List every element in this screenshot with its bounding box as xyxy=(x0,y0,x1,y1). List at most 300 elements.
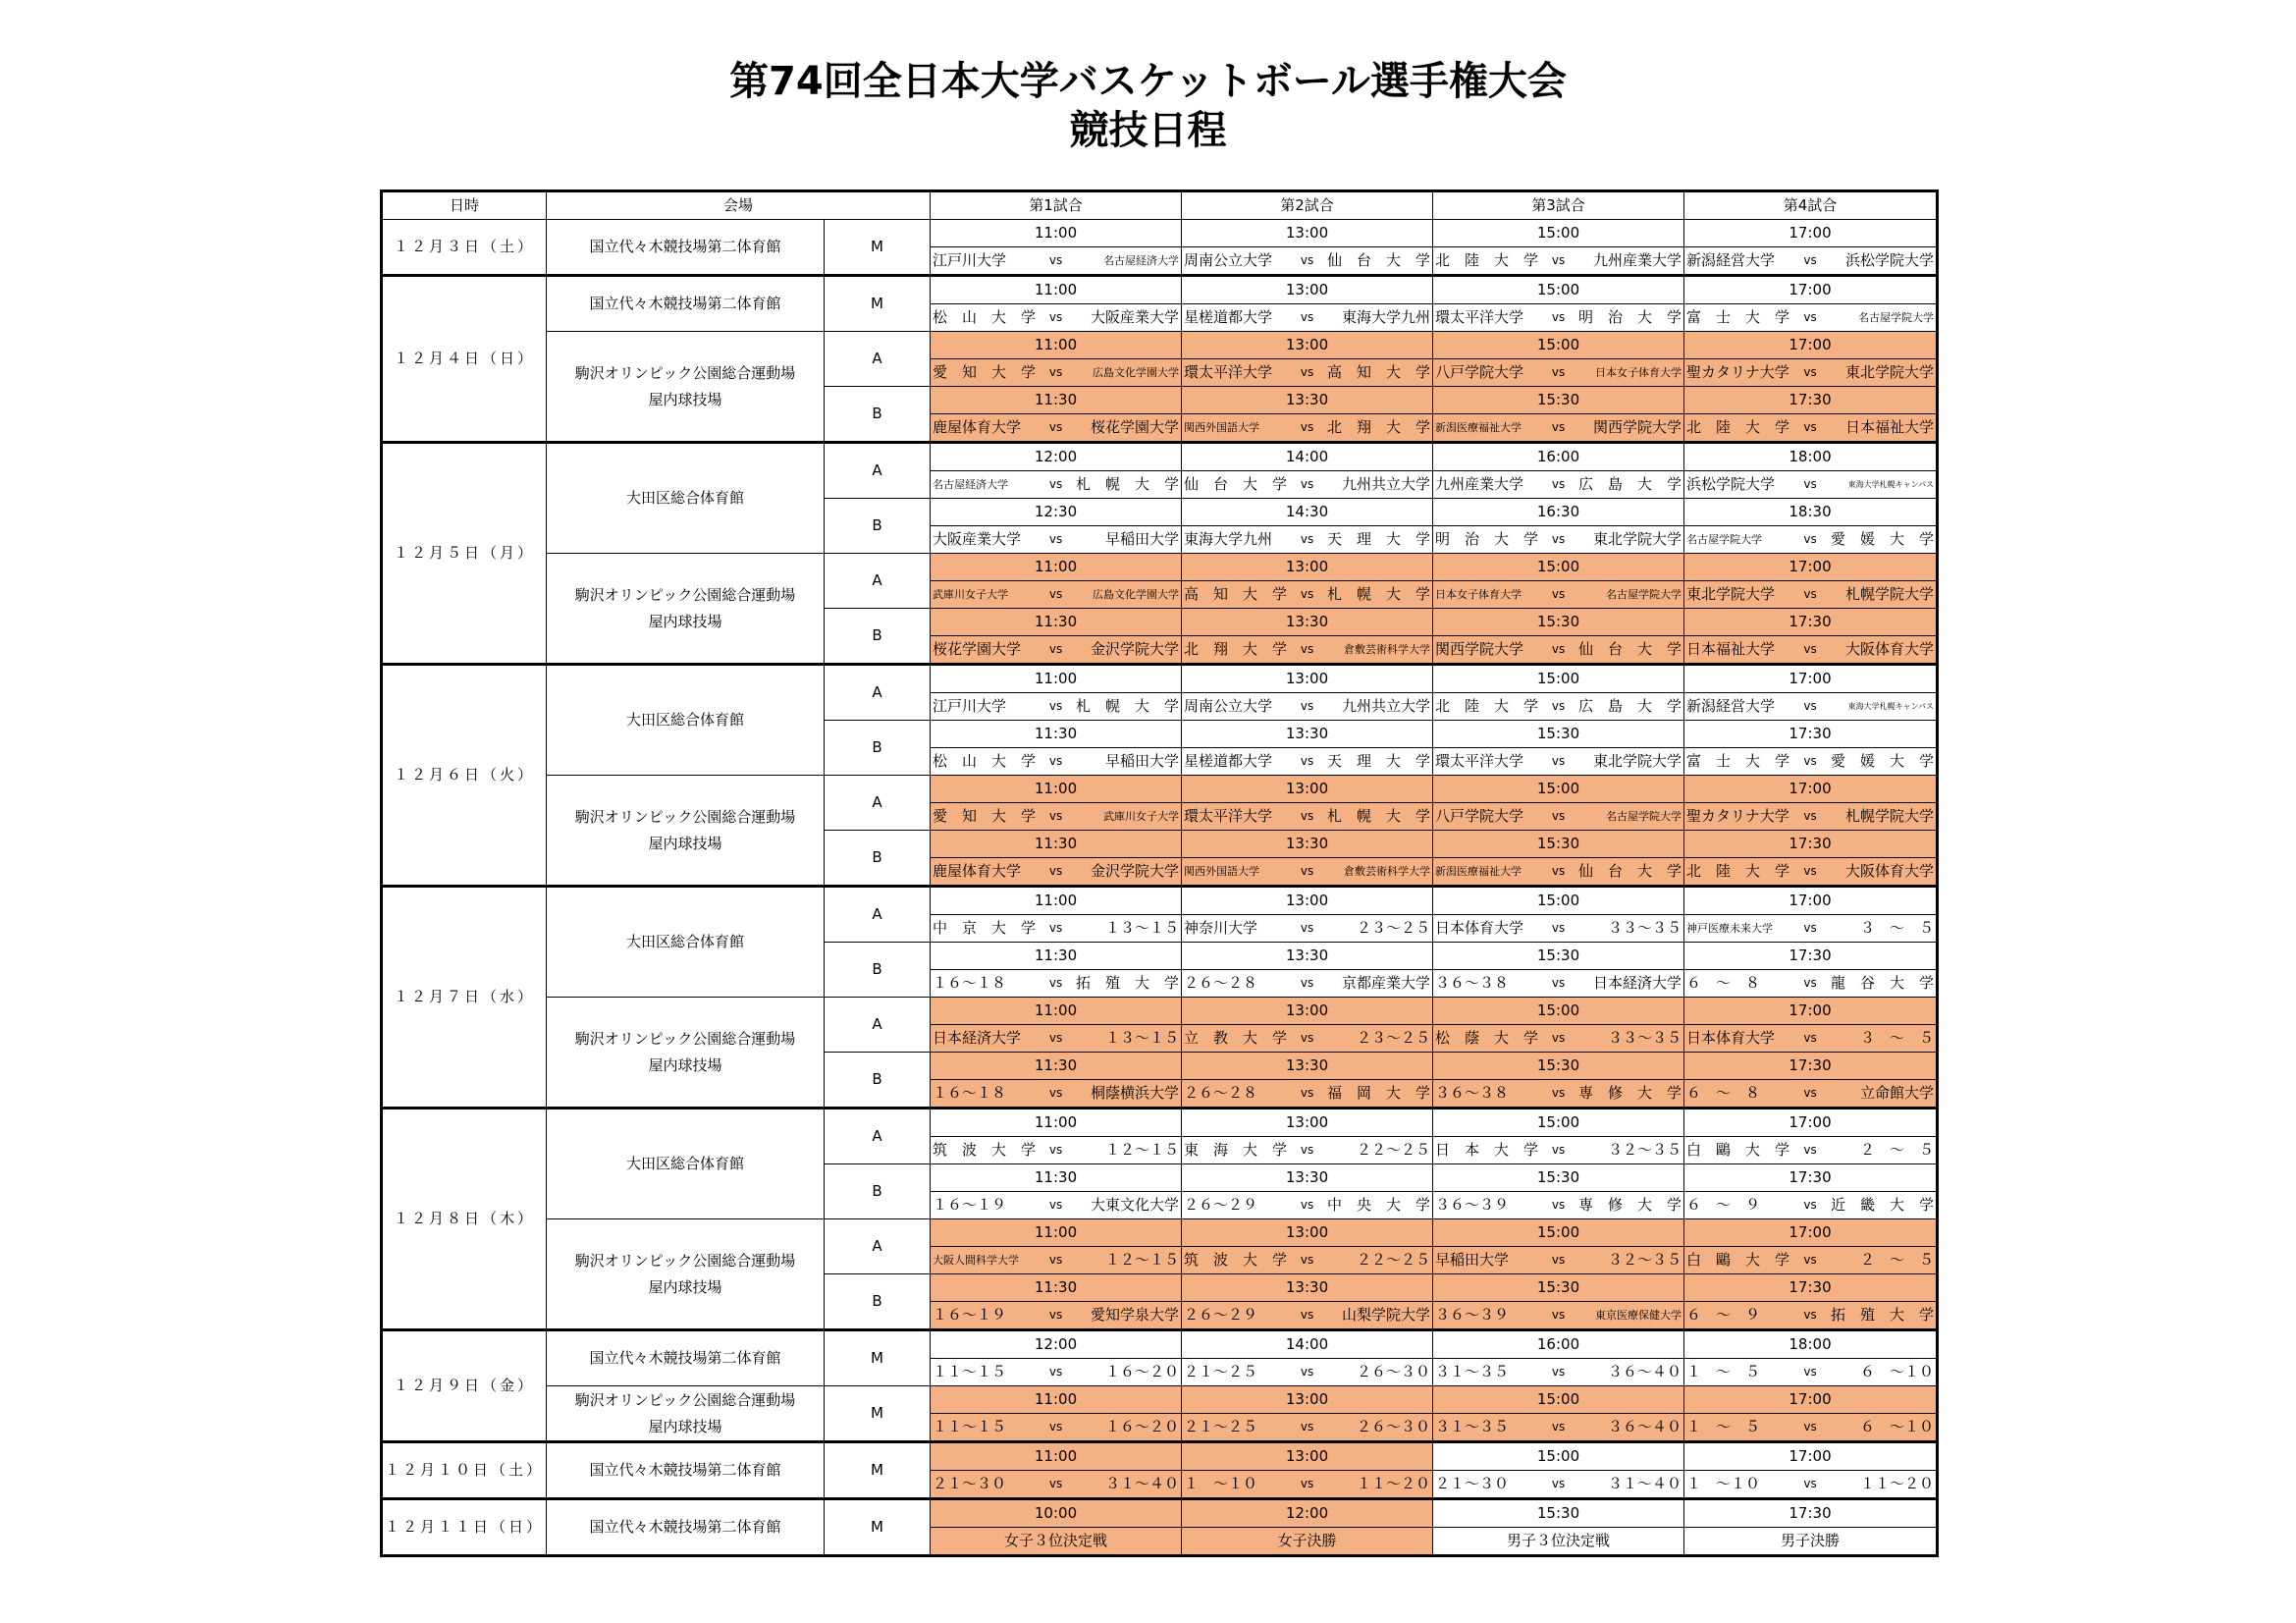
match-time: 11:00 xyxy=(931,1386,1182,1414)
matchup xyxy=(931,1528,1181,1554)
vs-label: vs xyxy=(1551,1086,1566,1100)
venue-cell xyxy=(547,1386,825,1442)
match-cell xyxy=(931,693,1182,721)
vs-label: vs xyxy=(1551,310,1566,324)
court-cell: B xyxy=(825,943,931,998)
match-time: 15:00 xyxy=(1433,1219,1684,1247)
matchup xyxy=(1433,304,1683,331)
matchup xyxy=(931,304,1181,331)
matchup xyxy=(1433,748,1683,775)
team-1: ３６～３９ xyxy=(1435,1306,1510,1324)
match-time: 12:00 xyxy=(931,1330,1182,1359)
team-1: 浜松学院大学 xyxy=(1686,475,1776,493)
match-time: 11:00 xyxy=(931,887,1182,915)
match-time: 11:30 xyxy=(931,609,1182,636)
match-time: 13:30 xyxy=(1182,943,1433,970)
match-time: 15:30 xyxy=(1433,1274,1684,1302)
matchup xyxy=(1182,636,1432,663)
match-label: 女子決勝 xyxy=(1277,1532,1337,1549)
vs-label: vs xyxy=(1048,699,1063,713)
team-2: 桜花学園大学 xyxy=(1091,418,1180,436)
match-cell xyxy=(931,359,1182,387)
match-cell xyxy=(931,1247,1182,1274)
matchup xyxy=(1684,748,1936,775)
team-2: ２ ～ ５ xyxy=(1860,1251,1935,1269)
matchup xyxy=(1433,581,1683,608)
team-2: 愛 媛 大 学 xyxy=(1831,530,1935,548)
match-cell xyxy=(1684,1025,1938,1053)
team-1: 九州産業大学 xyxy=(1435,475,1524,493)
match-time: 11:30 xyxy=(931,1053,1182,1080)
venue-subname: 屋内球技場 xyxy=(648,1417,722,1435)
vs-label: vs xyxy=(1048,809,1063,823)
match-time: 17:30 xyxy=(1684,943,1938,970)
team-2: 東海大学札幌キャンパス xyxy=(1847,480,1935,489)
venue-cell xyxy=(547,1330,825,1386)
matchup xyxy=(1182,304,1432,331)
team-2: 札幌学院大学 xyxy=(1845,585,1935,603)
match-cell xyxy=(1182,1302,1433,1330)
team-1: ２１～３０ xyxy=(933,1475,1007,1492)
match-cell xyxy=(1684,359,1938,387)
team-2: 高 知 大 学 xyxy=(1327,363,1431,381)
team-2: 札 幌 大 学 xyxy=(1327,585,1431,603)
match-time: 17:00 xyxy=(1684,1219,1938,1247)
vs-label: vs xyxy=(1048,587,1063,601)
matchup xyxy=(1684,304,1936,331)
matchup xyxy=(1182,247,1432,274)
matchup xyxy=(1182,1414,1432,1440)
vs-label: vs xyxy=(1803,1420,1817,1434)
team-1: 桜花学園大学 xyxy=(933,640,1022,658)
team-2: １１～２０ xyxy=(1860,1475,1935,1492)
matchup xyxy=(931,414,1181,441)
team-1: 名古屋経済大学 xyxy=(933,478,1009,491)
court-cell: A xyxy=(825,332,931,387)
court-cell: A xyxy=(825,665,931,721)
team-2: ２３～２５ xyxy=(1357,1029,1431,1047)
match-time: 11:00 xyxy=(931,1219,1182,1247)
court-cell: A xyxy=(825,776,931,831)
match-time: 15:30 xyxy=(1433,943,1684,970)
vs-label: vs xyxy=(1803,587,1817,601)
team-1: 明 治 大 学 xyxy=(1435,530,1539,548)
team-2: 札幌学院大学 xyxy=(1845,807,1935,825)
matchup xyxy=(931,471,1181,498)
matchup xyxy=(1684,1192,1936,1218)
time-row xyxy=(382,1109,1938,1137)
match-time: 17:30 xyxy=(1684,1053,1938,1080)
match-cell xyxy=(1182,414,1433,443)
team-1: 環太平洋大学 xyxy=(1184,363,1273,381)
venue-name: 国立代々木競技場第二体育館 xyxy=(589,1461,781,1479)
match-label: 男子決勝 xyxy=(1781,1532,1841,1549)
match-cell xyxy=(931,1414,1182,1442)
team-1: 中 京 大 学 xyxy=(933,919,1037,937)
match-cell xyxy=(1684,1302,1938,1330)
venue-cell xyxy=(547,998,825,1109)
vs-label: vs xyxy=(1551,809,1566,823)
team-2: 関西学院大学 xyxy=(1593,418,1682,436)
match-time: 17:30 xyxy=(1684,387,1938,414)
vs-label: vs xyxy=(1803,1253,1817,1267)
venue-name: 駒沢オリンピック公園総合運動場 xyxy=(574,363,796,382)
team-1: ６ ～ ８ xyxy=(1686,974,1761,992)
court-cell: A xyxy=(825,443,931,499)
date-cell: １２月８日（木） xyxy=(382,1109,547,1330)
match-time: 13:30 xyxy=(1182,1274,1433,1302)
team-1: 新潟経営大学 xyxy=(1686,697,1776,715)
vs-label: vs xyxy=(1551,1031,1566,1045)
matchup xyxy=(1433,636,1683,663)
team-2: 桐蔭横浜大学 xyxy=(1091,1084,1180,1102)
team-2: 近 畿 大 学 xyxy=(1831,1196,1935,1214)
team-2: ３ ～ ５ xyxy=(1860,919,1935,937)
match-time: 15:30 xyxy=(1433,387,1684,414)
team-2: ３６～４０ xyxy=(1608,1363,1682,1380)
time-row xyxy=(382,1499,1938,1528)
vs-label: vs xyxy=(1803,976,1817,990)
match-time: 14:30 xyxy=(1182,499,1433,526)
vs-label: vs xyxy=(1803,1477,1817,1490)
matchup xyxy=(1182,1471,1432,1497)
team-2: 広島文化学園大学 xyxy=(1093,588,1180,601)
team-2: 東京医療保健大学 xyxy=(1595,1309,1682,1322)
team-2: 天 理 大 学 xyxy=(1327,530,1431,548)
matchup xyxy=(931,247,1181,274)
court-cell: B xyxy=(825,387,931,443)
team-1: 鹿屋体育大学 xyxy=(933,862,1022,880)
match-time: 17:00 xyxy=(1684,220,1938,247)
team-2: 専 修 大 学 xyxy=(1578,1084,1682,1102)
matchup xyxy=(1684,970,1936,997)
vs-label: vs xyxy=(1300,921,1314,935)
match-time: 15:30 xyxy=(1433,1164,1684,1192)
venue-name: 大田区総合体育館 xyxy=(625,1155,744,1172)
matchup xyxy=(1684,1025,1936,1052)
team-1: 東北学院大学 xyxy=(1686,585,1776,603)
team-2: 仙 台 大 学 xyxy=(1578,862,1682,880)
team-2: ２２～２５ xyxy=(1357,1251,1431,1269)
team-2: 中 央 大 学 xyxy=(1327,1196,1431,1214)
team-1: ３６～３９ xyxy=(1435,1196,1510,1214)
match-time: 11:00 xyxy=(931,1442,1182,1471)
match-time: 11:30 xyxy=(931,1274,1182,1302)
team-2: ２ ～ ５ xyxy=(1860,1141,1935,1159)
matchup xyxy=(1433,414,1683,441)
team-2: １３～１５ xyxy=(1105,1029,1180,1047)
match-time: 11:30 xyxy=(931,721,1182,748)
match-time: 15:00 xyxy=(1433,1386,1684,1414)
match-cell xyxy=(931,1471,1182,1499)
matchup xyxy=(1684,1302,1936,1328)
vs-label: vs xyxy=(1048,1143,1063,1157)
vs-label: vs xyxy=(1551,1253,1566,1267)
vs-label: vs xyxy=(1551,420,1566,434)
vs-label: vs xyxy=(1048,310,1063,324)
vs-label: vs xyxy=(1048,1086,1063,1100)
date-cell: １２月５日（月） xyxy=(382,443,547,665)
match-time: 15:00 xyxy=(1433,554,1684,581)
header-venue: 会場 xyxy=(547,191,931,220)
venue-cell xyxy=(547,776,825,887)
team-1: 環太平洋大学 xyxy=(1184,807,1273,825)
team-1: 北 翔 大 学 xyxy=(1184,640,1288,658)
team-2: ３１～４０ xyxy=(1608,1475,1682,1492)
team-2: 明 治 大 学 xyxy=(1578,308,1682,326)
match-cell xyxy=(931,915,1182,943)
team-1: １ ～１０ xyxy=(1184,1475,1258,1492)
match-cell xyxy=(1684,1471,1938,1499)
match-time: 17:30 xyxy=(1684,609,1938,636)
vs-label: vs xyxy=(1803,864,1817,878)
team-1: 八戸学院大学 xyxy=(1435,807,1524,825)
match-time: 16:00 xyxy=(1433,1330,1684,1359)
team-2: 日本女子体育大学 xyxy=(1595,366,1682,379)
venue-cell xyxy=(547,887,825,998)
vs-label: vs xyxy=(1048,921,1063,935)
court-cell: B xyxy=(825,499,931,554)
matchup xyxy=(1433,803,1683,830)
match-time: 17:30 xyxy=(1684,1164,1938,1192)
match-time: 15:30 xyxy=(1433,1499,1684,1528)
team-1: 新潟医療福祉大学 xyxy=(1435,421,1522,434)
matchup xyxy=(1182,1080,1432,1107)
team-2: 専 修 大 学 xyxy=(1578,1196,1682,1214)
team-1: １１～１５ xyxy=(933,1363,1007,1380)
vs-label: vs xyxy=(1803,1143,1817,1157)
venue-name: 国立代々木競技場第二体育館 xyxy=(589,1349,781,1367)
match-time: 11:30 xyxy=(931,387,1182,414)
match-time: 13:00 xyxy=(1182,220,1433,247)
time-row xyxy=(382,776,1938,803)
team-1: 日 本 大 学 xyxy=(1435,1141,1539,1159)
vs-label: vs xyxy=(1048,365,1063,379)
team-1: 日本体育大学 xyxy=(1686,1029,1776,1047)
match-cell xyxy=(1182,471,1433,499)
vs-label: vs xyxy=(1300,310,1314,324)
vs-label: vs xyxy=(1803,1198,1817,1212)
court-cell: M xyxy=(825,1386,931,1442)
vs-label: vs xyxy=(1803,642,1817,656)
team-2: ２２～２５ xyxy=(1357,1141,1431,1159)
matchup xyxy=(931,1247,1181,1273)
matchup xyxy=(1684,1137,1936,1163)
team-1: 白 鷗 大 学 xyxy=(1686,1141,1790,1159)
vs-label: vs xyxy=(1551,532,1566,546)
match-cell xyxy=(1182,1528,1433,1556)
team-2: ２６～３０ xyxy=(1357,1418,1431,1435)
match-time: 11:00 xyxy=(931,332,1182,359)
matchup xyxy=(931,858,1181,885)
time-row xyxy=(382,665,1938,693)
venue-cell xyxy=(547,1499,825,1556)
vs-label: vs xyxy=(1551,642,1566,656)
team-2: １２～１５ xyxy=(1105,1251,1180,1269)
team-2: 名古屋学院大学 xyxy=(1858,311,1935,324)
match-cell xyxy=(1433,693,1684,721)
team-1: 日本体育大学 xyxy=(1435,919,1524,937)
team-1: 江戸川大学 xyxy=(933,697,1007,715)
match-cell xyxy=(1684,858,1938,887)
vs-label: vs xyxy=(1551,1308,1566,1322)
vs-label: vs xyxy=(1803,532,1817,546)
vs-label: vs xyxy=(1300,1477,1314,1490)
match-cell xyxy=(1182,1025,1433,1053)
team-2: 広 島 大 学 xyxy=(1578,697,1682,715)
vs-label: vs xyxy=(1551,864,1566,878)
vs-label: vs xyxy=(1048,1420,1063,1434)
team-2: 東海大学札幌キャンパス xyxy=(1847,702,1935,711)
vs-label: vs xyxy=(1300,699,1314,713)
team-2: 大東文化大学 xyxy=(1091,1196,1180,1214)
schedule-body xyxy=(382,220,1938,1556)
venue-name: 駒沢オリンピック公園総合運動場 xyxy=(574,1251,796,1270)
team-1: ２６～２９ xyxy=(1184,1196,1258,1214)
team-1: 松 山 大 学 xyxy=(933,752,1037,770)
matchup xyxy=(1182,915,1432,942)
matchup xyxy=(931,970,1181,997)
match-time: 15:00 xyxy=(1433,276,1684,304)
vs-label: vs xyxy=(1048,253,1063,267)
team-1: 星槎道都大学 xyxy=(1184,308,1273,326)
vs-label: vs xyxy=(1803,754,1817,768)
match-cell xyxy=(1433,1471,1684,1499)
vs-label: vs xyxy=(1300,809,1314,823)
matchup xyxy=(931,581,1181,608)
match-cell xyxy=(931,1192,1182,1219)
vs-label: vs xyxy=(1300,253,1314,267)
team-1: 新潟医療福祉大学 xyxy=(1435,865,1522,878)
vs-label: vs xyxy=(1300,1086,1314,1100)
court-cell: B xyxy=(825,1164,931,1219)
venue-subname: 屋内球技場 xyxy=(648,390,722,408)
vs-label: vs xyxy=(1803,921,1817,935)
vs-label: vs xyxy=(1803,1365,1817,1379)
schedule-table xyxy=(380,189,1939,1557)
court-cell: B xyxy=(825,721,931,776)
vs-label: vs xyxy=(1300,587,1314,601)
team-2: ２３～２５ xyxy=(1357,919,1431,937)
vs-label: vs xyxy=(1803,365,1817,379)
matchup xyxy=(1433,915,1683,942)
match-cell xyxy=(1182,803,1433,831)
match-time: 15:00 xyxy=(1433,776,1684,803)
team-2: 龍 谷 大 学 xyxy=(1831,974,1935,992)
team-2: ３ ～ ５ xyxy=(1860,1029,1935,1047)
match-time: 17:00 xyxy=(1684,1109,1938,1137)
team-2: 札 幌 大 学 xyxy=(1076,697,1180,715)
team-1: 大阪人間科学大学 xyxy=(933,1254,1020,1267)
matchup xyxy=(1684,1359,1936,1385)
team-1: 武庫川女子大学 xyxy=(933,588,1009,601)
match-cell xyxy=(1182,858,1433,887)
team-1: ２１～２５ xyxy=(1184,1418,1258,1435)
team-2: 日本経済大学 xyxy=(1593,974,1682,992)
time-row xyxy=(382,220,1938,247)
match-time: 11:30 xyxy=(931,831,1182,858)
team-1: 東海大学九州 xyxy=(1184,530,1273,548)
match-time: 16:30 xyxy=(1433,499,1684,526)
time-row xyxy=(382,332,1938,359)
team-2: 大阪産業大学 xyxy=(1091,308,1180,326)
match-cell xyxy=(1684,1528,1938,1556)
team-2: 大阪体育大学 xyxy=(1845,640,1935,658)
match-cell xyxy=(1684,414,1938,443)
vs-label: vs xyxy=(1551,699,1566,713)
match-time: 13:00 xyxy=(1182,887,1433,915)
team-1: 周南公立大学 xyxy=(1184,697,1273,715)
team-2: 浜松学院大学 xyxy=(1845,251,1935,269)
vs-label: vs xyxy=(1300,1253,1314,1267)
vs-label: vs xyxy=(1300,532,1314,546)
match-cell xyxy=(1182,1192,1433,1219)
vs-label: vs xyxy=(1803,310,1817,324)
venue-cell xyxy=(547,665,825,776)
match-cell xyxy=(1433,304,1684,332)
match-cell xyxy=(1684,970,1938,998)
matchup xyxy=(1182,803,1432,830)
match-cell xyxy=(931,471,1182,499)
matchup xyxy=(1433,359,1683,386)
match-cell xyxy=(931,1080,1182,1109)
match-cell xyxy=(931,414,1182,443)
match-time: 11:00 xyxy=(931,998,1182,1025)
team-1: 松 山 大 学 xyxy=(933,308,1037,326)
vs-label: vs xyxy=(1803,1086,1817,1100)
match-cell xyxy=(1433,915,1684,943)
court-cell: M xyxy=(825,220,931,276)
date-cell: １２月６日（火） xyxy=(382,665,547,887)
vs-label: vs xyxy=(1300,1143,1314,1157)
match-cell xyxy=(1182,748,1433,776)
matchup xyxy=(1684,526,1936,553)
vs-label: vs xyxy=(1551,1198,1566,1212)
matchup xyxy=(931,1414,1181,1440)
matchup xyxy=(1684,1471,1936,1497)
team-1: 星槎道都大学 xyxy=(1184,752,1273,770)
team-2: 倉敷芸術科学大学 xyxy=(1344,643,1431,656)
team-2: ３１～４０ xyxy=(1105,1475,1180,1492)
match-time: 15:00 xyxy=(1433,1109,1684,1137)
vs-label: vs xyxy=(1803,253,1817,267)
venue-subname: 屋内球技場 xyxy=(648,1277,722,1296)
match-time: 15:00 xyxy=(1433,887,1684,915)
matchup xyxy=(1684,636,1936,663)
match-cell xyxy=(1182,636,1433,665)
team-2: ６ ～１０ xyxy=(1860,1363,1935,1380)
team-1: 周南公立大学 xyxy=(1184,251,1273,269)
match-cell xyxy=(1684,581,1938,609)
match-cell xyxy=(931,1137,1182,1164)
match-time: 11:00 xyxy=(931,1109,1182,1137)
team-1: １６～１８ xyxy=(933,974,1007,992)
vs-label: vs xyxy=(1551,253,1566,267)
team-2: １１～２０ xyxy=(1357,1475,1431,1492)
match-cell xyxy=(1433,748,1684,776)
match-cell xyxy=(1433,1192,1684,1219)
date-cell: １２月４日（日） xyxy=(382,276,547,443)
match-cell xyxy=(1684,247,1938,276)
match-time: 13:00 xyxy=(1182,1219,1433,1247)
vs-label: vs xyxy=(1551,365,1566,379)
match-time: 11:00 xyxy=(931,276,1182,304)
match-label: 女子３位決定戦 xyxy=(1004,1532,1108,1549)
time-row xyxy=(382,887,1938,915)
matchup xyxy=(931,1302,1181,1328)
court-cell: B xyxy=(825,609,931,665)
vs-label: vs xyxy=(1551,1365,1566,1379)
